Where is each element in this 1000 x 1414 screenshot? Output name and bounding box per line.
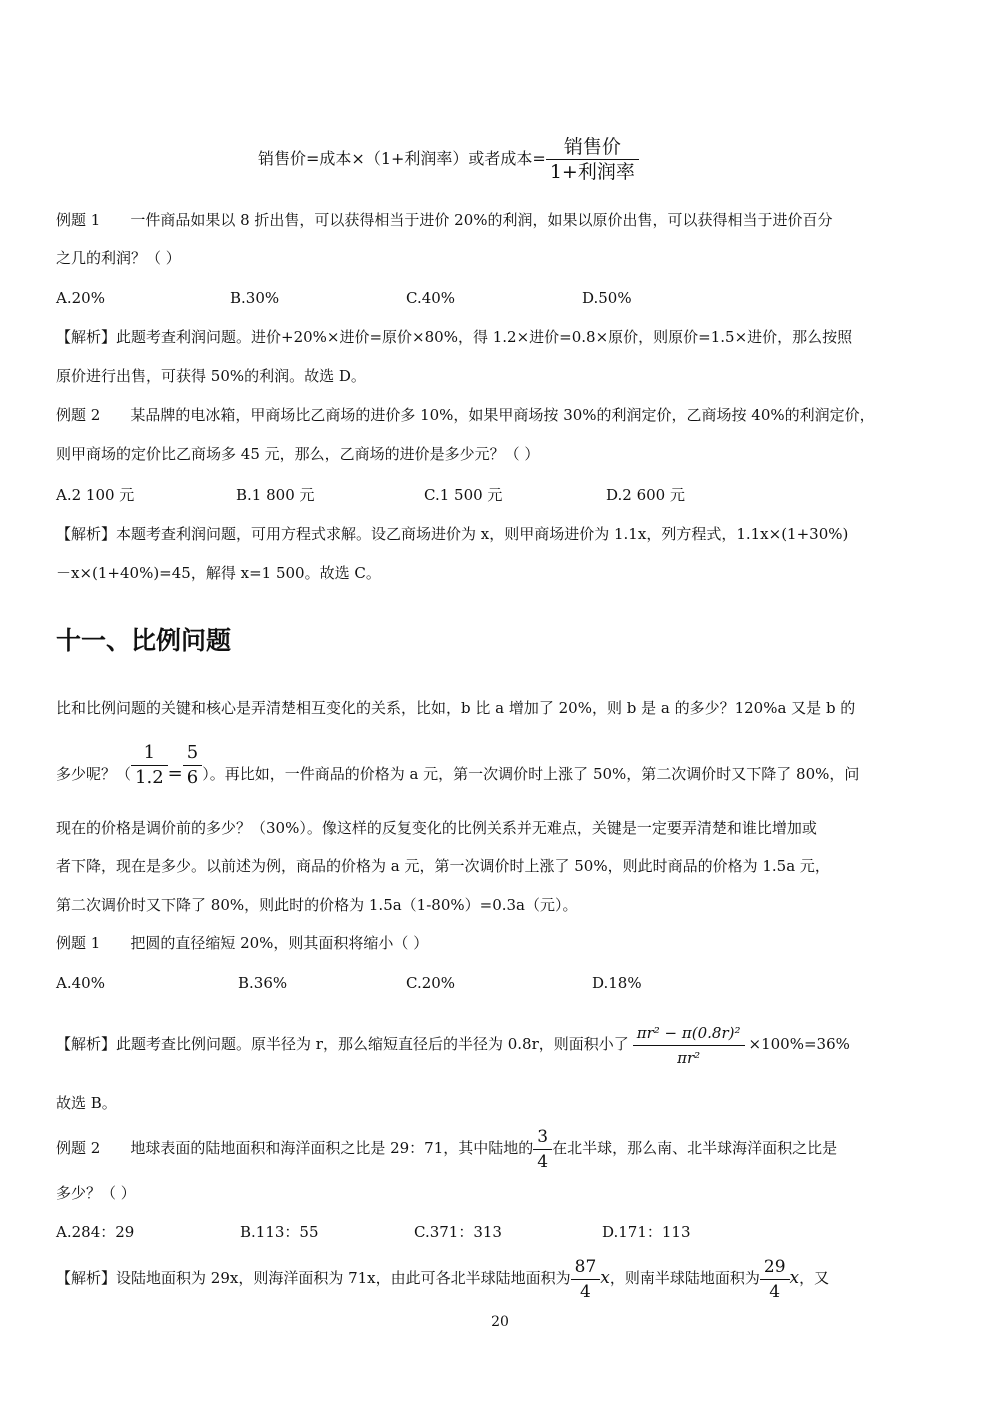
- answer-text: 【解析】此题考查比例问题。原半径为 r，那么缩短直径后的半径为 0.8r，则面积小了: [56, 1035, 629, 1053]
- example-1-answer-line-2: 原价进行出售，可获得 50%的利润。故选 D。: [56, 367, 366, 385]
- option-d: D.2 600 元: [606, 486, 685, 504]
- numerator: 29: [760, 1256, 790, 1280]
- option-c: C.20%: [406, 974, 456, 992]
- example-2-question-line-2: 则甲商场的定价比乙商场多 45 元，那么，乙商场的进价是多少元？（ ）: [56, 445, 540, 463]
- option-d: D.18%: [592, 974, 642, 992]
- profit-formula: [258, 136, 639, 183]
- fraction-87-quarters: [571, 1256, 601, 1303]
- intro-text: 多少呢？（: [56, 765, 132, 783]
- option-d: D.50%: [582, 289, 632, 307]
- question-text: 某品牌的电冰箱，甲商场比乙商场的进价多 10%，如果甲商场按 30%的利润定价，乙商场按 40%的利润定价，: [130, 406, 875, 424]
- question-text: 在北半球，那么南、北半球海洋面积之比是: [552, 1139, 838, 1157]
- example-2-answer-line-1: 【解析】本题考查利润问题，可用方程式求解。设乙商场进价为 x，则甲商场进价为 1.1x，列方程式，1.1x×(1+30%): [56, 525, 849, 543]
- answer-text: ×100%=36%: [748, 1035, 850, 1053]
- denominator: 1.2: [135, 767, 164, 788]
- denominator: 6: [186, 767, 199, 788]
- option-c: C.40%: [406, 289, 456, 307]
- formula-numerator: 销售价: [546, 136, 639, 160]
- s11-example-1-question: [56, 933, 428, 953]
- formula-text: 销售价=成本×（1+利润率）或者成本=: [258, 149, 546, 168]
- option-b: B.30%: [230, 289, 280, 307]
- formula-fraction: [546, 136, 639, 183]
- option-d: D.171：113: [602, 1223, 691, 1241]
- equals-sign: =: [167, 763, 183, 784]
- fraction-five-sixths: [183, 742, 202, 789]
- s11-example-2-question-line-2: 多少？（ ）: [56, 1184, 136, 1202]
- section-heading: 十一、比例问题: [56, 626, 232, 655]
- option-c: C.1 500 元: [424, 486, 503, 504]
- intro-line-3: 现在的价格是调价前的多少？（30%）。像这样的反复变化的比例关系并无难点，关键是一定要弄清楚和谁比增加或: [56, 819, 817, 837]
- option-a: A.20%: [56, 289, 105, 307]
- formula-denominator: 1+利润率: [549, 161, 635, 183]
- s11-example-1-answer: [56, 1016, 850, 1072]
- numerator: 3: [533, 1126, 552, 1150]
- option-b: B.1 800 元: [236, 486, 315, 504]
- example-1-answer-line-1: 【解析】此题考查利润问题。进价+20%×进价=原价×80%，得 1.2×进价=0.8×原价，则原价=1.5×进价，那么按照: [56, 328, 853, 346]
- option-a: A.40%: [56, 974, 105, 992]
- numerator: 1: [131, 742, 168, 766]
- numerator: 5: [183, 742, 202, 766]
- example-label: 例题 2: [56, 1139, 101, 1157]
- s11-example-1-conclusion: 故选 B。: [56, 1094, 117, 1112]
- example-2-question-line-1: [56, 405, 875, 425]
- option-a: A.284：29: [56, 1223, 135, 1241]
- denominator: 4: [769, 1281, 781, 1302]
- option-b: B.113：55: [240, 1223, 319, 1241]
- intro-line-2: [56, 742, 859, 803]
- denominator: πr²: [677, 1048, 701, 1067]
- option-a: A.2 100 元: [56, 486, 135, 504]
- example-label: 例题 1: [56, 211, 101, 229]
- fraction-three-quarters: [533, 1126, 552, 1173]
- intro-text: ）。再比如，一件商品的价格为 a 元，第一次调价时上涨了 50%，第二次调价时又下降了 80%，问: [202, 765, 860, 783]
- intro-line-4: 者下降，现在是多少。以前述为例，商品的价格为 a 元，第一次调价时上涨了 50%，则此时商品的价格为 1.5a 元，: [56, 857, 830, 875]
- question-text: 一件商品如果以 8 折出售，可以获得相当于进价 20%的利润，如果以原价出售，可以获得相当于进价百分: [130, 211, 833, 229]
- numerator: πr² − π(0.8r)²: [633, 1022, 745, 1046]
- question-text: 地球表面的陆地面积和海洋面积之比是 29：71，其中陆地的: [130, 1139, 534, 1157]
- example-1-question-line-1: [56, 210, 833, 230]
- variable-x: x: [789, 1268, 800, 1288]
- option-b: B.36%: [238, 974, 288, 992]
- variable-x: x: [600, 1268, 610, 1288]
- answer-text: 【解析】设陆地面积为 29x，则海洋面积为 71x，由此可各北半球陆地面积为: [56, 1269, 571, 1287]
- intro-line-5: 第二次调价时又下降了 80%，则此时的价格为 1.5a（1-80%）=0.3a（元）。: [56, 896, 578, 914]
- answer-text: ，则南半球陆地面积为: [609, 1269, 760, 1287]
- numerator: 87: [571, 1256, 601, 1280]
- answer-text: ，又: [799, 1269, 830, 1287]
- example-label: 例题 1: [56, 934, 101, 952]
- example-2-answer-line-2: －x×(1+40%)=45，解得 x=1 500。故选 C。: [56, 564, 381, 582]
- denominator: 4: [537, 1151, 549, 1172]
- intro-line-1: 比和比例问题的关键和核心是弄清楚相互变化的关系，比如，b 比 a 增加了 20%，则 b 是 a 的多少？120%a 又是 b 的: [56, 699, 856, 717]
- question-text: 把圆的直径缩短 20%，则其面积将缩小（ ）: [130, 934, 429, 952]
- fraction-29-quarters: [760, 1256, 790, 1303]
- option-c: C.371：313: [414, 1223, 502, 1241]
- s11-example-2-answer: [56, 1252, 829, 1304]
- denominator: 4: [580, 1281, 591, 1302]
- area-fraction: [633, 1022, 745, 1069]
- example-1-question-line-2: 之几的利润？（ ）: [56, 249, 181, 267]
- s11-example-2-question-line-1: [56, 1122, 837, 1174]
- page-number: 20: [491, 1314, 509, 1330]
- example-label: 例题 2: [56, 406, 101, 424]
- fraction-one-over-1-2: [131, 742, 168, 789]
